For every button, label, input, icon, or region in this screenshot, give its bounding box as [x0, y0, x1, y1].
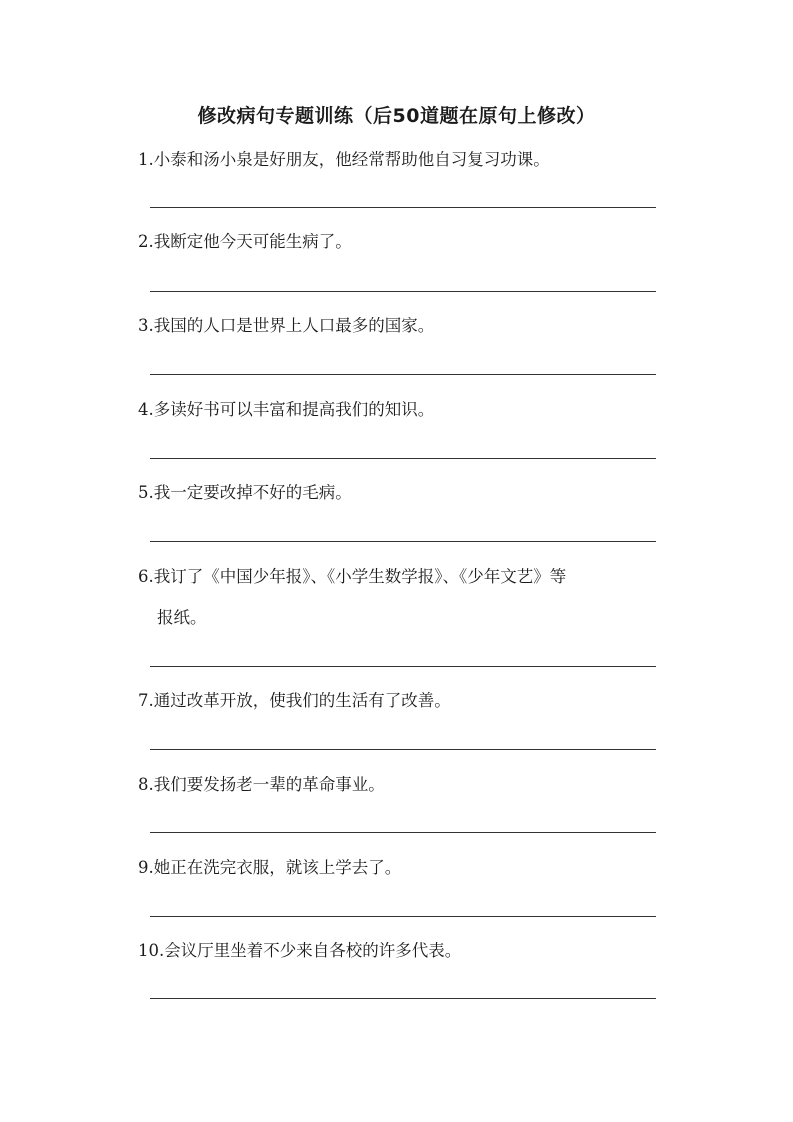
question-number: 2.	[138, 232, 154, 251]
answer-line-3[interactable]	[150, 374, 656, 375]
answer-line-9[interactable]	[150, 916, 656, 917]
answer-line-5[interactable]	[150, 541, 656, 542]
question-number: 5.	[138, 483, 154, 502]
question-text: 我订了《中国少年报》、《小学生数学报》、《少年文艺》等	[153, 567, 567, 586]
answer-line-2[interactable]	[150, 291, 656, 292]
question-number: 6.	[138, 567, 154, 586]
question-6-continuation: 报纸。	[157, 608, 207, 627]
question-10	[138, 939, 668, 963]
question-text: 我国的人口是世界上人口最多的国家。	[153, 316, 435, 335]
answer-line-8[interactable]	[150, 832, 656, 833]
question-number: 10.	[138, 941, 165, 960]
page-title: 修改病句专题训练（后50道题在原句上修改）	[197, 105, 596, 127]
question-text: 小泰和汤小泉是好朋友，他经常帮助他自习复习功课。	[153, 150, 550, 169]
question-number: 4.	[138, 400, 154, 419]
answer-line-6[interactable]	[150, 666, 656, 667]
question-7	[138, 689, 668, 713]
question-1	[138, 148, 668, 172]
question-8	[138, 773, 668, 797]
question-number: 3.	[138, 316, 154, 335]
question-9	[138, 856, 668, 880]
answer-line-10[interactable]	[150, 998, 656, 999]
question-5	[138, 481, 668, 505]
answer-line-7[interactable]	[150, 749, 656, 750]
question-4	[138, 398, 668, 422]
question-number: 7.	[138, 691, 154, 710]
answer-line-1[interactable]	[150, 207, 656, 208]
question-text: 多读好书可以丰富和提高我们的知识。	[153, 400, 435, 419]
question-text: 通过改革开放，使我们的生活有了改善。	[153, 691, 451, 710]
question-6	[138, 565, 668, 589]
answer-line-4[interactable]	[150, 458, 656, 459]
question-text: 我断定他今天可能生病了。	[153, 232, 352, 251]
question-text: 会议厅里坐着不少来自各校的许多代表。	[164, 941, 462, 960]
question-number: 8.	[138, 775, 154, 794]
question-text: 我们要发扬老一辈的革命事业。	[153, 775, 385, 794]
question-3	[138, 314, 668, 338]
question-text: 她正在洗完衣服，就该上学去了。	[153, 858, 402, 877]
question-number: 1.	[138, 150, 154, 169]
question-text: 我一定要改掉不好的毛病。	[153, 483, 352, 502]
question-number: 9.	[138, 858, 154, 877]
question-2	[138, 230, 668, 254]
